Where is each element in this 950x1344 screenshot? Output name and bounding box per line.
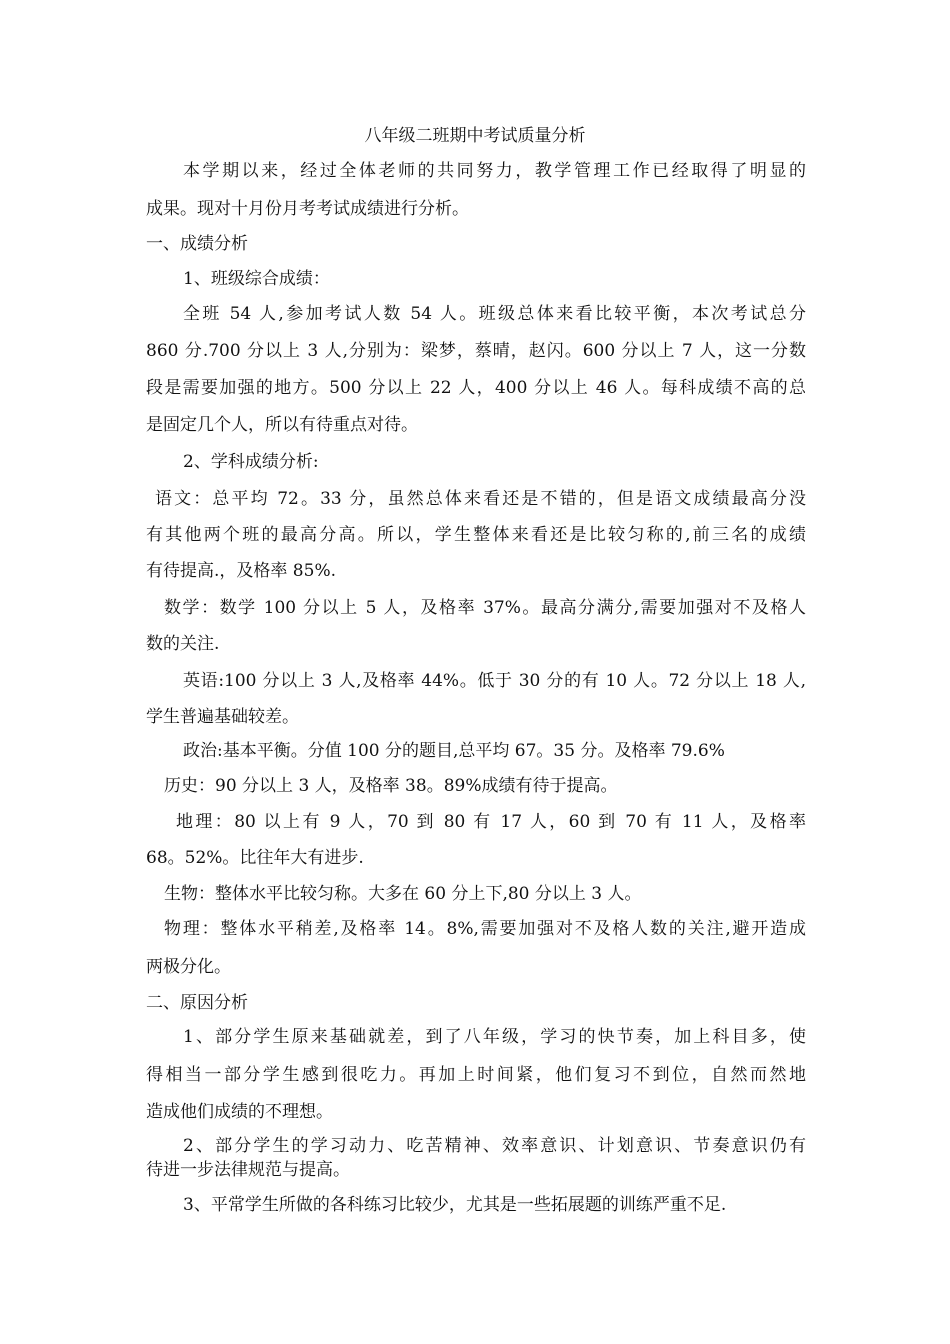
english-line-2: 学生普遍基础较差。: [146, 707, 299, 727]
physics-line-1: 物理：整体水平稍差,及格率 14。8%,需要加强对不及格人数的关注,避开造成: [164, 919, 806, 939]
reason-3-line: 3、平常学生所做的各科练习比较少，尤其是一些拓展题的训练严重不足.: [183, 1195, 727, 1215]
subheading-subject-score: 2、学科成绩分析:: [183, 452, 319, 472]
section-heading-reason-analysis: 二、原因分析: [146, 993, 248, 1013]
class-score-line-1: 全班 54 人,参加考试人数 54 人。班级总体来看比较平衡，本次考试总分: [183, 304, 806, 324]
class-score-line-3: 段是需要加强的地方。500 分以上 22 人，400 分以上 46 人。每科成绩不高的总: [146, 378, 806, 398]
reason-2-line-1: 2、部分学生的学习动力、吃苦精神、效率意识、计划意识、节奏意识仍有: [183, 1136, 806, 1156]
reason-1-line-1: 1、部分学生原来基础就差，到了八年级，学习的快节奏，加上科目多，使: [183, 1027, 806, 1047]
chinese-line-1: 语文：总平均 72。33 分，虽然总体来看还是不错的，但是语文成绩最高分没: [155, 489, 806, 509]
reason-1-line-3: 造成他们成绩的不理想。: [146, 1102, 333, 1122]
geography-line-1: 地理：80 以上有 9 人，70 到 80 有 17 人，60 到 70 有 11 人，及格率: [176, 812, 806, 832]
english-line-1: 英语:100 分以上 3 人,及格率 44%。低于 30 分的有 10 人。72 分以上 18 人,: [183, 671, 806, 691]
geography-line-2: 68。52%。比往年大有进步.: [146, 848, 364, 868]
math-line-2: 数的关注.: [146, 634, 220, 654]
politics-line: 政治:基本平衡。分值 100 分的题目,总平均 67。35 分。及格率 79.6%: [183, 741, 725, 761]
biology-line: 生物：整体水平比较匀称。大多在 60 分上下,80 分以上 3 人。: [164, 884, 642, 904]
math-line-1: 数学：数学 100 分以上 5 人，及格率 37%。最高分满分,需要加强对不及格人: [164, 598, 806, 618]
section-heading-score-analysis: 一、成绩分析: [146, 234, 248, 254]
class-score-line-4: 是固定几个人，所以有待重点对待。: [146, 415, 418, 435]
subheading-class-score: 1、班级综合成绩：: [183, 269, 330, 289]
intro-line-1: 本学期以来，经过全体老师的共同努力，教学管理工作已经取得了明显的: [183, 161, 806, 181]
physics-line-2: 两极分化。: [146, 957, 231, 977]
class-score-line-2: 860 分.700 分以上 3 人,分别为：梁梦，蔡晴，赵闪。600 分以上 7 人，这一分数: [146, 341, 806, 361]
intro-line-2: 成果。现对十月份月考考试成绩进行分析。: [146, 199, 469, 219]
history-line: 历史：90 分以上 3 人，及格率 38。89%成绩有待于提高。: [164, 776, 618, 796]
chinese-line-3: 有待提高.，及格率 85%.: [146, 561, 336, 581]
document-title: 八年级二班期中考试质量分析: [364, 126, 586, 146]
chinese-line-2: 有其他两个班的最高分高。所以，学生整体来看还是比较匀称的,前三名的成绩: [146, 525, 806, 545]
reason-2-line-2: 待进一步法律规范与提高。: [146, 1160, 350, 1180]
reason-1-line-2: 得相当一部分学生感到很吃力。再加上时间紧，他们复习不到位，自然而然地: [146, 1065, 806, 1085]
